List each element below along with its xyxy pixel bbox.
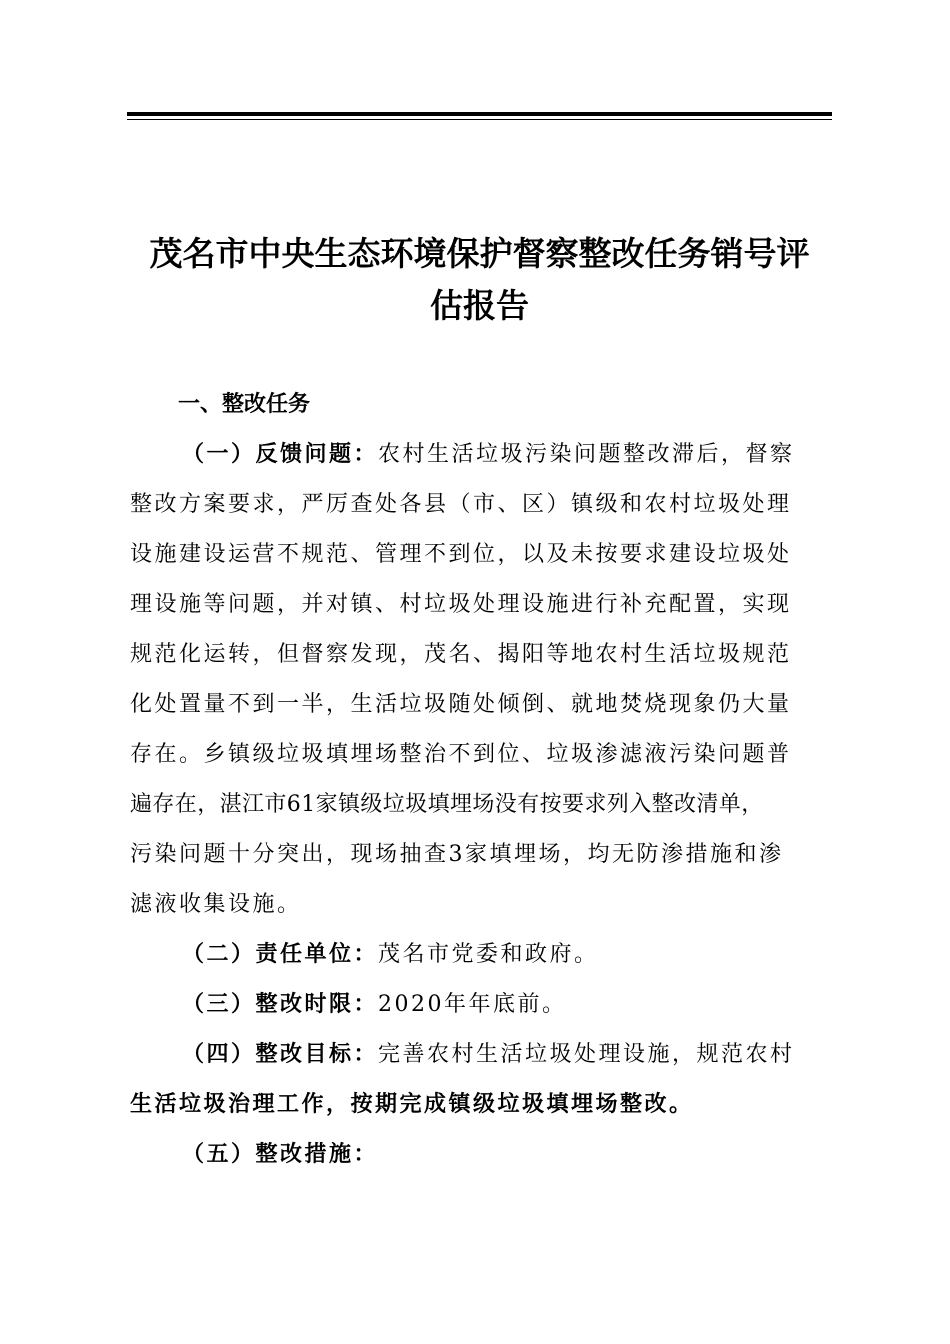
item-text: 农村生活垃圾污染问题整改滞后，督察	[378, 442, 795, 467]
paragraph-line: 理设施等问题，并对镇、村垃圾处理设施进行补充配置，实现	[130, 592, 792, 617]
paragraph-line: 滤液收集设施。	[130, 892, 302, 917]
paragraph-line	[182, 1038, 795, 1072]
item-text: 2020年年底前。	[378, 992, 567, 1017]
paragraph-line: 存在。乡镇级垃圾填埋场整治不到位、垃圾渗滤液污染问题普	[130, 742, 792, 767]
document-title	[127, 228, 832, 332]
paragraph-line	[182, 988, 567, 1022]
paragraph-line: 遍存在，湛江市61家镇级垃圾填埋场没有按要求列入整改清单，	[130, 792, 764, 817]
paragraph-line: 污染问题十分突出，现场抽查3家填埋场，均无防渗措施和渗	[130, 842, 784, 867]
document-title-line-2: 估报告	[430, 286, 529, 325]
item-text: 茂名市党委和政府。	[378, 942, 599, 967]
document-title-line-1: 茂名市中央生态环境保护督察整改任务销号评	[149, 234, 810, 273]
paragraph-line-bold: 生活垃圾治理工作，按期完成镇级垃圾填埋场整改。	[130, 1092, 694, 1117]
paragraph-line: 设施建设运营不规范、管理不到位，以及未按要求建设垃圾处	[130, 542, 792, 567]
paragraph-line	[182, 938, 599, 972]
paragraph-line: 整改方案要求，严厉查处各县（市、区）镇级和农村垃圾处理	[130, 492, 792, 517]
paragraph-line: 规范化运转，但督察发现，茂名、揭阳等地农村生活垃圾规范	[130, 642, 792, 667]
header-rule-thin	[127, 119, 832, 120]
item-label: （四）整改目标：	[182, 1042, 379, 1067]
paragraph-line	[182, 1138, 378, 1172]
item-label: （二）责任单位：	[182, 942, 379, 967]
item-text: 完善农村生活垃圾处理设施，规范农村	[378, 1042, 795, 1067]
item-label: （五）整改措施：	[182, 1142, 379, 1167]
item-label: （一）反馈问题：	[182, 442, 379, 467]
paragraph-line: 化处置量不到一半，生活垃圾随处倾倒、就地焚烧现象仍大量	[130, 692, 792, 717]
header-rule-thick	[127, 112, 832, 116]
item-label: （三）整改时限：	[182, 992, 379, 1017]
paragraph-line	[182, 438, 795, 472]
section-heading: 一、整改任务	[178, 392, 311, 417]
